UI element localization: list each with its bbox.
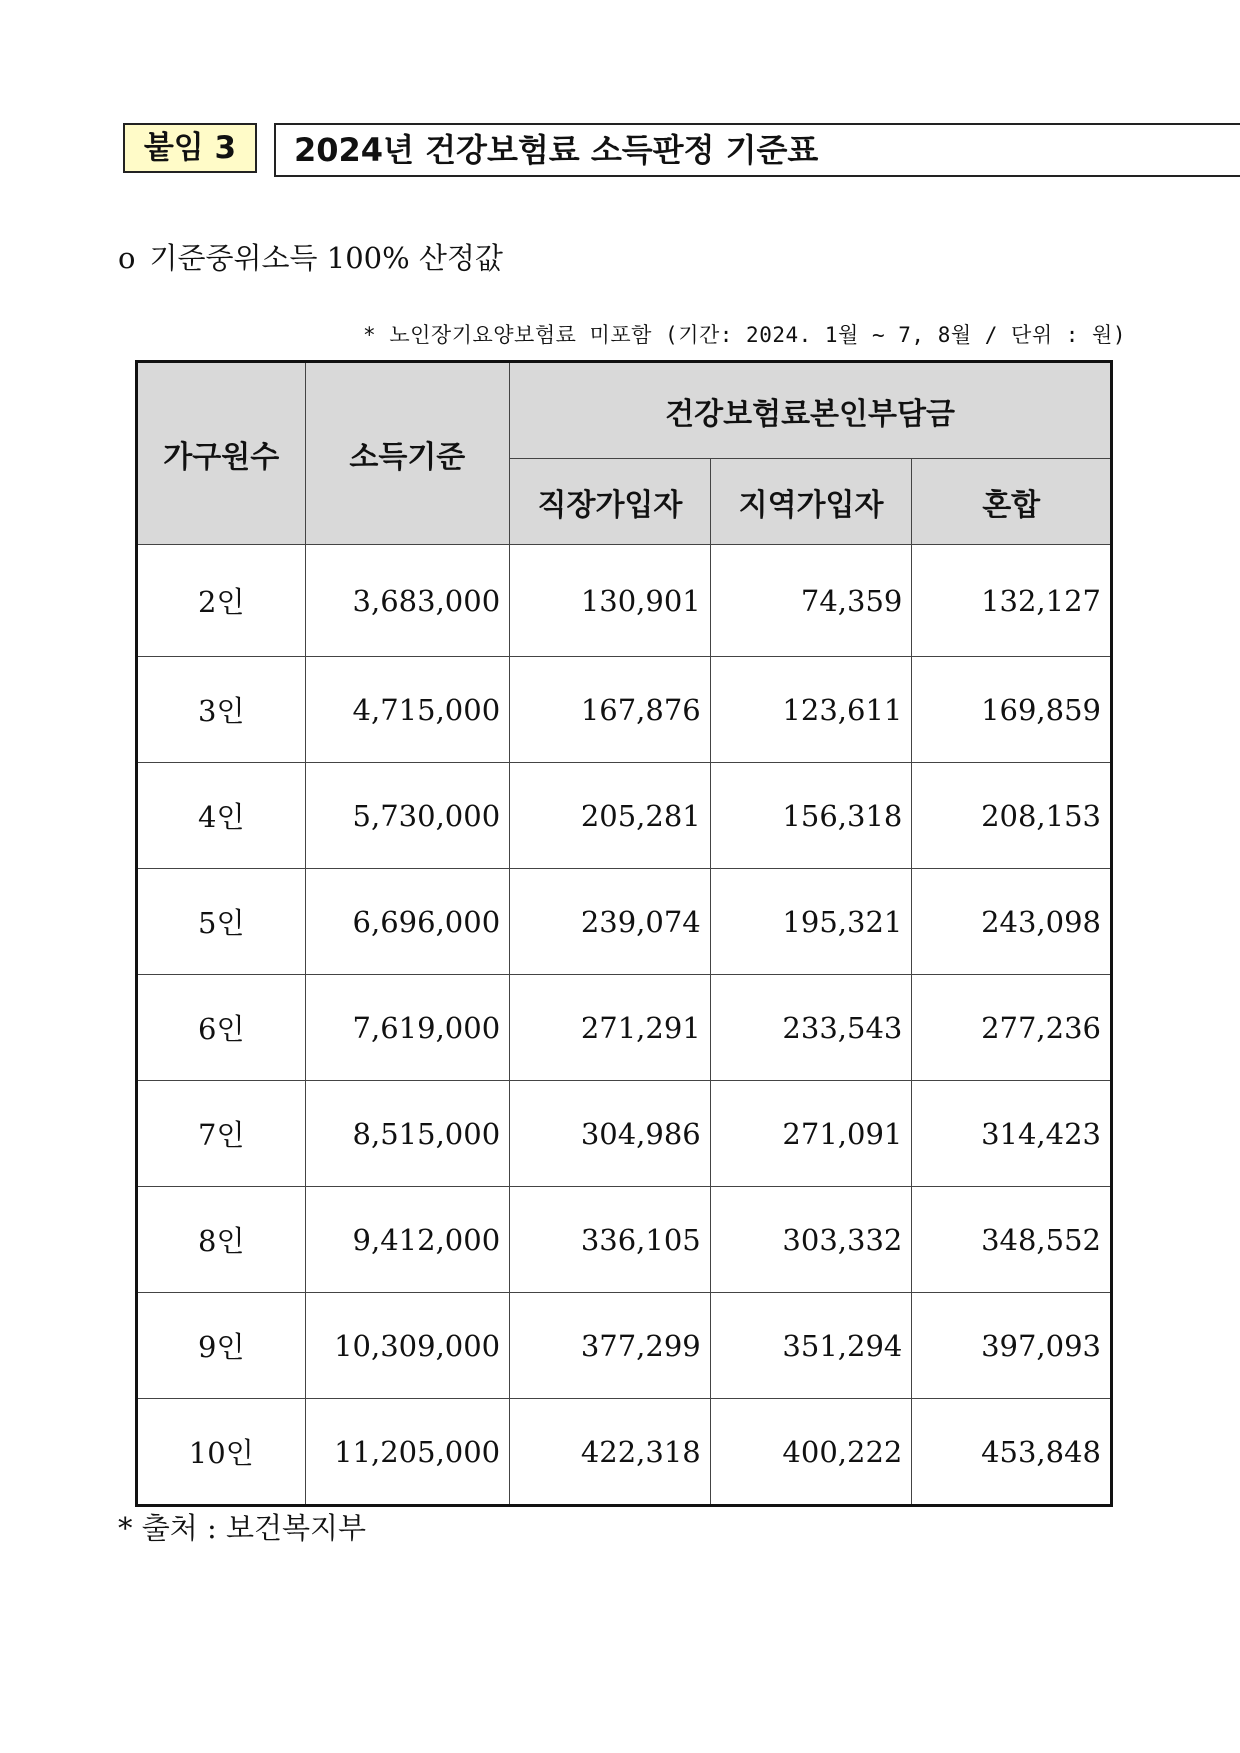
cell-mixed: 453,848 [912,1399,1112,1506]
cell-income: 3,683,000 [305,545,510,657]
header-regional: 지역가입자 [710,459,912,545]
cell-income: 9,412,000 [305,1187,510,1293]
cell-regional: 123,611 [710,657,912,763]
table-note: * 노인장기요양보험료 미포함 (기간: 2024. 1월 ~ 7, 8월 / 단위 : 원) [363,323,1126,347]
cell-mixed: 314,423 [912,1081,1112,1187]
cell-regional: 195,321 [710,869,912,975]
cell-employee: 422,318 [510,1399,711,1506]
cell-regional: 271,091 [710,1081,912,1187]
cell-employee: 377,299 [510,1293,711,1399]
cell-income: 10,309,000 [305,1293,510,1399]
cell-regional: 351,294 [710,1293,912,1399]
cell-household: 4인 [137,763,306,869]
table-row [137,1399,1112,1506]
cell-mixed: 348,552 [912,1187,1112,1293]
cell-household: 3인 [137,657,306,763]
header-employee: 직장가입자 [510,459,711,545]
cell-household: 8인 [137,1187,306,1293]
cell-household: 2인 [137,545,306,657]
cell-regional: 74,359 [710,545,912,657]
table-row [137,1187,1112,1293]
cell-income: 8,515,000 [305,1081,510,1187]
cell-regional: 400,222 [710,1399,912,1506]
header-mixed: 혼합 [912,459,1112,545]
table-row [137,975,1112,1081]
table-row [137,763,1112,869]
cell-income: 7,619,000 [305,975,510,1081]
cell-mixed: 132,127 [912,545,1112,657]
table-row [137,657,1112,763]
section-heading [118,236,503,277]
header-income: 소득기준 [305,362,510,545]
cell-household: 5인 [137,869,306,975]
cell-income: 5,730,000 [305,763,510,869]
table-body [137,545,1112,1506]
appendix-label: 붙임 3 [123,123,257,173]
cell-mixed: 243,098 [912,869,1112,975]
cell-employee: 336,105 [510,1187,711,1293]
bullet: o [118,241,136,275]
cell-employee: 167,876 [510,657,711,763]
document-title: 2024년 건강보험료 소득판정 기준표 [274,123,1240,177]
table-row [137,1293,1112,1399]
cell-income: 6,696,000 [305,869,510,975]
income-criteria-table [135,360,1113,1507]
cell-income: 11,205,000 [305,1399,510,1506]
cell-household: 7인 [137,1081,306,1187]
cell-household: 10인 [137,1399,306,1506]
section-heading-text: 기준중위소득 100% 산정값 [149,241,503,275]
table-row [137,1081,1112,1187]
cell-mixed: 169,859 [912,657,1112,763]
cell-income: 4,715,000 [305,657,510,763]
cell-regional: 303,332 [710,1187,912,1293]
cell-household: 6인 [137,975,306,1081]
cell-mixed: 277,236 [912,975,1112,1081]
cell-household: 9인 [137,1293,306,1399]
cell-regional: 233,543 [710,975,912,1081]
source-note: * 출처 : 보건복지부 [118,1511,367,1545]
table-row [137,869,1112,975]
header-household: 가구원수 [137,362,306,545]
cell-employee: 205,281 [510,763,711,869]
cell-employee: 271,291 [510,975,711,1081]
cell-mixed: 397,093 [912,1293,1112,1399]
cell-employee: 239,074 [510,869,711,975]
cell-employee: 130,901 [510,545,711,657]
cell-regional: 156,318 [710,763,912,869]
header-premium-group: 건강보험료본인부담금 [510,362,1112,459]
cell-employee: 304,986 [510,1081,711,1187]
cell-mixed: 208,153 [912,763,1112,869]
table-row [137,545,1112,657]
